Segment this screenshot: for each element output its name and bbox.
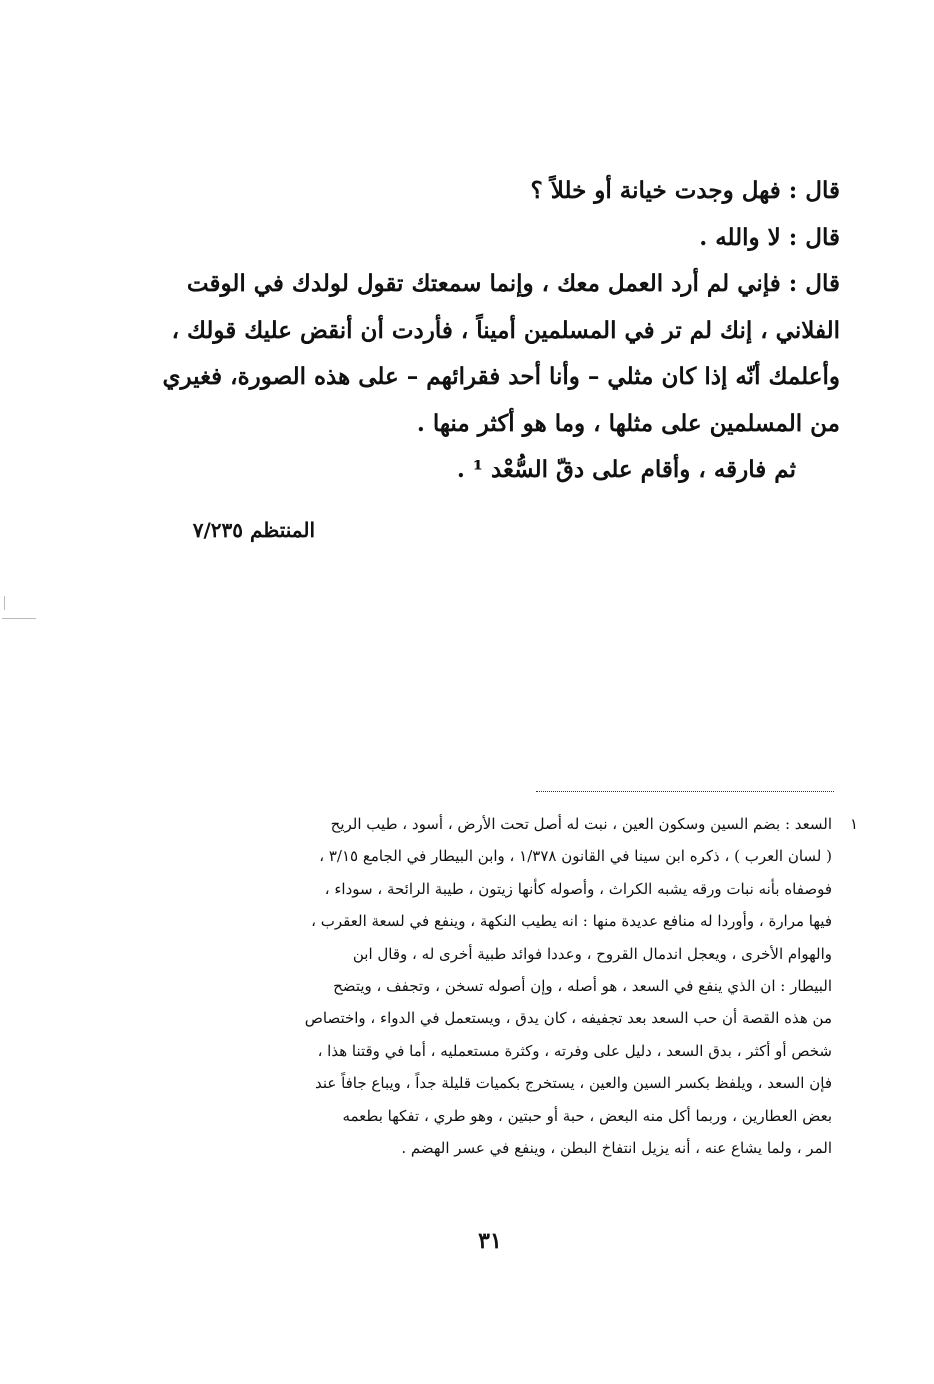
footnote-line: بعض العطارين ، وربما أكل منه البعض ، حبة أو حبتين ، وهو طري ، تفكها بطعمه (342, 1106, 832, 1125)
scan-artifact (2, 618, 36, 619)
footnote-divider (536, 791, 834, 792)
text-line: وأعلمك أنّه إذا كان مثلي – وأنا أحد فقرائهم – على هذه الصورة، فغيري (162, 363, 840, 390)
main-text (150, 168, 840, 494)
footnote-line: ( لسان العرب ) ، ذكره ابن سينا في القانون ١/٣٧٨ ، وابن البيطار في الجامع ٣/١٥ ، (319, 847, 832, 866)
footnote (140, 808, 858, 1164)
footnote-line: فيها مرارة ، وأوردا له منافع عديدة منها : انه يطيب النكهة ، وينفع في لسعة العقرب ، (311, 912, 832, 931)
text-line: الفلاني ، إنك لم تر في المسلمين أميناً ، فأردت أن أنقض عليك قولك ، (171, 316, 840, 344)
footnote-line: والهوام الأخرى ، ويعجل اندمال القروح ، وعددا فوائد طبية أخرى له ، وقال ابن (352, 944, 832, 963)
text-line: قال : فهل وجدت خيانة أو خللاً ؟ (530, 177, 840, 204)
footnote-line: البيطار : ان الذي ينفع في السعد ، هو أصله ، وإن أصوله تسخن ، وتجفف ، ويتضح (333, 977, 832, 996)
footnote-line: السعد : بضم السين وسكون العين ، نبت له أصل تحت الأرض ، أسود ، طيب الريح (330, 815, 832, 833)
footnote-line: من هذه القصة أن حب السعد بعد تجفيفه ، كان يدق ، ويستعمل في الدواء ، واختصاص (304, 1009, 832, 1028)
text-line: ثم فارقه ، وأقام على دقّ السُّعْد ¹ . (456, 456, 796, 483)
footnote-line: المر ، ولما يشاع عنه ، أنه يزيل انتفاخ البطن ، وينفع في عسر الهضم . (401, 1139, 832, 1158)
footnote-marker: ١ (849, 815, 858, 833)
page-number: ٣١ (478, 1228, 502, 1254)
scan-artifact (4, 596, 5, 610)
text-line: قال : لا والله . (699, 223, 840, 251)
source-reference: المنتظم ٧/٢٣٥ (192, 518, 315, 542)
footnote-line: فإن السعد ، ويلفظ بكسر السين والعين ، يستخرج بكميات قليلة جداً ، ويباع جافاً عند (314, 1074, 832, 1093)
footnote-line: فوصفاه بأنه نبات ورقه يشبه الكراث ، وأصوله كأنها زيتون ، طيبة الرائحة ، سوداء ، (324, 879, 832, 898)
text-line: قال : فإني لم أرد العمل معك ، وإنما سمعتك تقول لولدك في الوقت (186, 270, 840, 297)
footnote-line: شخص أو أكثر ، بدق السعد ، دليل على وفرته ، وكثرة مستعمليه ، أما في وقتنا هذا ، (317, 1041, 832, 1060)
text-line: من المسلمين على مثلها ، وما هو أكثر منها . (416, 409, 840, 437)
